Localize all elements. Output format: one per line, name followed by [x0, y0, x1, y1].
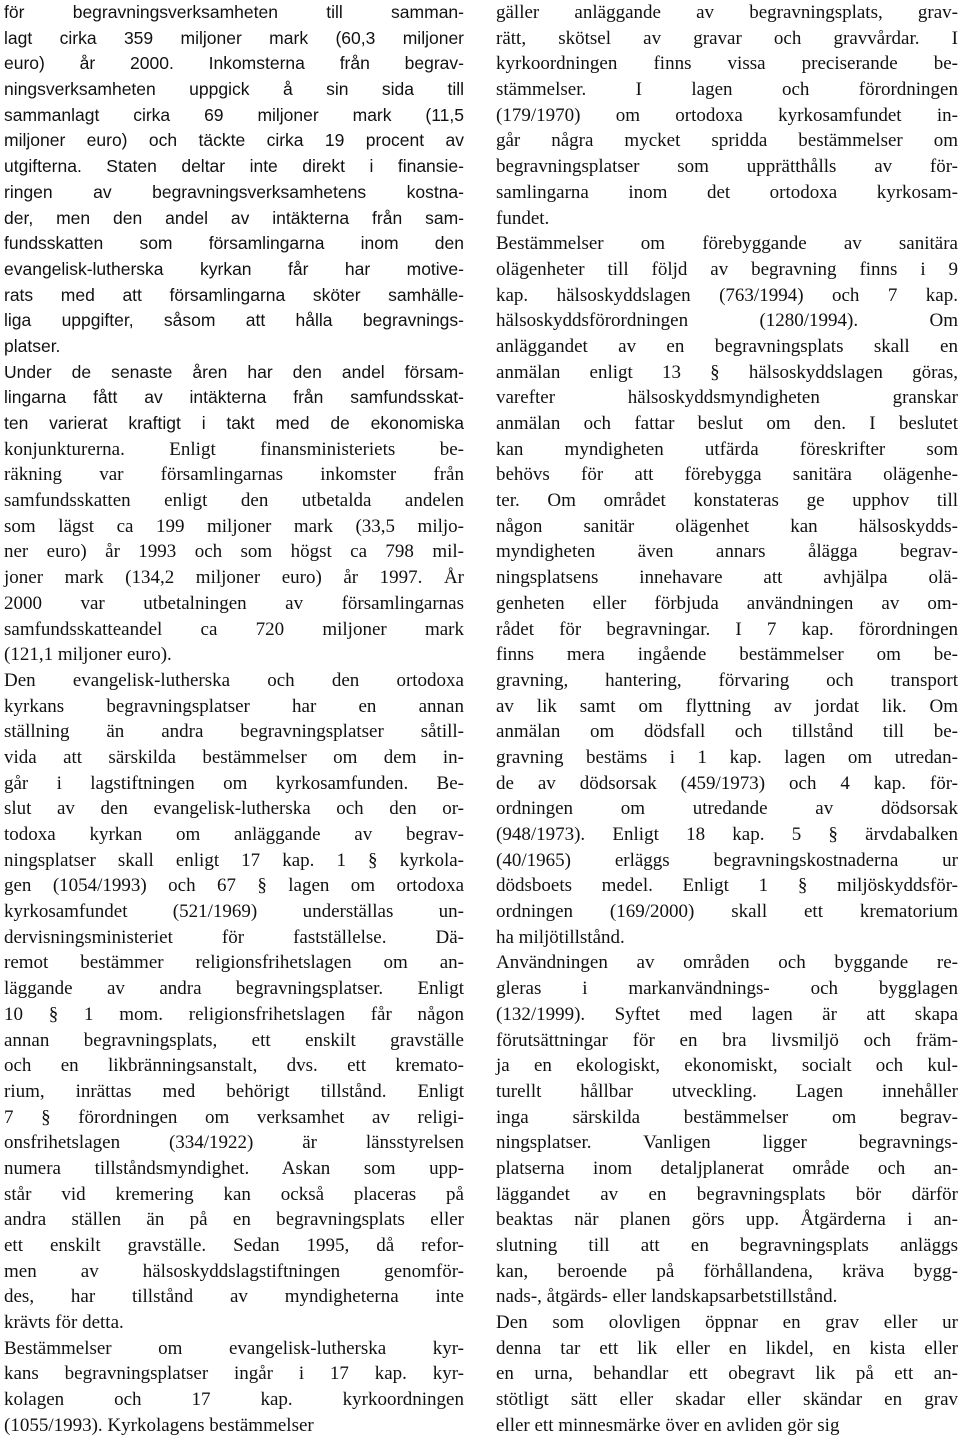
text-line: (121,1 miljoner euro). — [4, 644, 172, 666]
text-line: går i lagstiftningen om kyrkosamfunden. Be- — [4, 772, 464, 794]
text-line: ordningen (169/2000) skall ett krematorium — [496, 901, 958, 923]
text-line: läggandet av en begravningsplats bör därför — [496, 1183, 958, 1205]
text-line: anmälan och fattar beslut om den. I beslutet — [496, 413, 958, 434]
text-line: gravning, hantering, förvaring och transport — [496, 669, 958, 691]
text-line: nads-, åtgärds- eller landskapsarbetstillstånd. — [496, 1286, 838, 1308]
text-line: ter. Om området konstateras ge upphov till — [496, 490, 958, 512]
text-line: men av hälsoskyddslagstiftningen genomför- — [4, 1260, 464, 1282]
text-line: eller ett minnesmärke över en avliden gör sig — [496, 1414, 840, 1436]
text-line: ordningen om utredande av dödsorsak — [496, 798, 958, 820]
text-line: beaktas när planen görs upp. Åtgärderna i an- — [496, 1209, 958, 1231]
text-line: euro) år 2000. Inkomsterna från begrav- — [4, 53, 464, 74]
text-line: ningsverksamheten uppgick å sin sida till — [4, 79, 464, 100]
text-line: räkning var församlingarnas inkomster från — [4, 464, 464, 486]
text-line: kap. hälsoskyddslagen (763/1994) och 7 kap. — [496, 284, 958, 306]
text-line: samfundsskatteandel ca 720 miljoner mark — [4, 618, 464, 640]
text-line: (179/1970) om ortodoxa kyrkosamfundet in- — [496, 104, 958, 126]
text-line: turellt hållbar utveckling. Lagen innehåller — [496, 1080, 958, 1102]
paragraph-p5 — [496, 0, 958, 231]
text-line: Användningen av områden och byggande re- — [496, 952, 958, 974]
text-line: en urna, behandlar ett obegravt lik på ett an- — [496, 1363, 958, 1385]
text-line: Den som olovligen öppnar en grav eller ur — [496, 1312, 958, 1334]
text-line: rats med att församlingarna sköter samhälle- — [4, 284, 464, 305]
text-line: kyrkans begravningsplatser har en annan — [4, 695, 464, 717]
text-line: dervisningsministeriet för fastställelse. Dä- — [4, 926, 464, 948]
text-line: ningsplatser skall enligt 17 kap. 1 § kyrkola- — [4, 849, 464, 871]
text-line: behövs för att förebygga sanitära olägenhe- — [496, 464, 958, 486]
text-line: (1055/1993). Kyrkolagens bestämmelser — [4, 1414, 314, 1436]
text-line: 7 § förordningen om verksamhet av religi- — [4, 1106, 464, 1128]
text-line: onsfrihetslagen (334/1922) är länsstyrelsen — [4, 1132, 464, 1154]
text-line: anläggandet av en begravningsplats skall en — [496, 335, 958, 357]
text-line: och en likbränningsanstalt, dvs. ett kremato- — [4, 1055, 464, 1077]
paragraph-p8 — [496, 1310, 958, 1438]
text-line: hälsoskyddsförordningen (1280/1994). Om — [496, 310, 958, 332]
text-line: rium, inrättas med behörigt tillstånd. Enligt — [4, 1080, 464, 1102]
text-line: ningsplatser. Vanligen ligger begravnings- — [496, 1132, 958, 1154]
text-line: platserna inom detaljplanerat område och an- — [496, 1157, 958, 1179]
text-line: någon sanitär olägenhet kan hälsoskydds- — [496, 515, 958, 537]
paragraph-p3 — [4, 668, 464, 1336]
text-line: myndigheten även annars ålägga begrav- — [496, 541, 958, 563]
text-line: gravning bestäms i 1 kap. lagen om utredan- — [496, 746, 958, 768]
text-line: sammanlagt cirka 69 miljoner mark (11,5 — [4, 104, 464, 125]
text-line: vida att särskilda bestämmelser om dem in- — [4, 746, 464, 768]
text-line: stötligt sätt eller skadar eller skändar en grav — [496, 1389, 958, 1411]
text-line: ringen av begravningsverksamhetens kostna- — [4, 181, 464, 202]
text-line: inga särskilda bestämmelser om begrav- — [496, 1106, 958, 1128]
text-line: kan myndigheten utfärda föreskrifter som — [496, 438, 958, 460]
text-line: gen (1054/1993) och 67 § lagen om ortodoxa — [4, 875, 464, 897]
text-line: dödsboets medel. Enligt 1 § miljöskyddsför- — [496, 875, 958, 897]
text-line: ner euro) år 1993 och som högst ca 798 mil- — [4, 541, 464, 563]
text-line: kyrkoordningen finns vissa preciserande be- — [496, 53, 958, 75]
text-line: platser. — [4, 335, 61, 356]
text-line: evangelisk-lutherska kyrkan får har motive- — [4, 258, 464, 279]
text-line: liga uppgifter, såsom att hålla begravnings- — [4, 310, 464, 331]
text-line: kan, beroende på förhållandena, kräva bygg- — [496, 1260, 958, 1282]
paragraph-p6 — [496, 231, 958, 950]
text-line: Under de senaste åren har den andel försam- — [4, 361, 464, 382]
text-line: slutning till att en begravningsplats anläggs — [496, 1235, 958, 1256]
text-line: todoxa kyrkan om anläggande av begrav- — [4, 824, 464, 845]
text-line: konjunkturerna. Enligt finansministeriets be- — [4, 438, 464, 460]
text-line: kolagen och 17 kap. kyrkoordningen — [4, 1389, 464, 1411]
text-line: kyrkosamfundet (521/1969) underställas un- — [4, 901, 464, 923]
paragraph-p7 — [496, 950, 958, 1310]
text-line: (948/1973). Enligt 18 kap. 5 § ärvdabalken — [496, 824, 958, 845]
right-text-column — [496, 0, 958, 1436]
text-line: ten varierat kraftigt i takt med de ekonomiska — [4, 413, 464, 433]
text-line: Bestämmelser om förebyggande av sanitära — [496, 233, 958, 255]
text-line: (40/1965) erläggs begravningskostnaderna ur — [496, 849, 958, 871]
paragraph-p2 — [4, 360, 464, 668]
text-line: andra ställen än på en begravningsplats eller — [4, 1209, 464, 1231]
text-line: varefter hälsoskyddsmyndigheten granskar — [496, 387, 958, 409]
text-line: anmälan om dödsfall och tillstånd till be- — [496, 721, 958, 743]
text-line: miljoner euro) och täckte cirka 19 procent av — [4, 130, 464, 151]
text-line: rådet för begravningar. I 7 kap. förordningen — [496, 618, 958, 640]
text-line: anmälan enligt 13 § hälsoskyddslagen göras, — [496, 361, 958, 383]
text-line: fundet. — [496, 207, 550, 229]
left-text-column — [4, 0, 464, 1436]
text-line: 10 § 1 mom. religionsfrihetslagen får någon — [4, 1003, 464, 1025]
text-line: lagt cirka 359 miljoner mark (60,3 miljoner — [4, 27, 464, 48]
text-line: de av dödsorsak (459/1973) och 4 kap. för- — [496, 772, 958, 794]
text-line: läggande av andra begravningsplatser. Enligt — [4, 978, 464, 1000]
text-line: remot bestämmer religionsfrihetslagen om an- — [4, 952, 464, 974]
text-line: slut av den evangelisk-lutherska och den or- — [4, 798, 464, 820]
text-line: samlingarna inom det ortodoxa kyrkosam- — [496, 181, 958, 203]
paragraph-p4 — [4, 1336, 464, 1439]
text-line: ett enskilt gravställe. Sedan 1995, då refor- — [4, 1235, 464, 1256]
text-line: gleras i markanvändnings- och bygglagen — [496, 978, 958, 1000]
text-line: går några mycket spridda bestämmelser om — [496, 130, 958, 152]
text-line: ställning än andra begravningsplatser såtill- — [4, 721, 464, 743]
text-line: ja en ekologiskt, ekonomiskt, socialt och kul- — [496, 1055, 958, 1077]
text-line: genheten eller förbjuda användningen av om- — [496, 592, 958, 614]
text-line: ha miljötillstånd. — [496, 926, 625, 948]
text-line: utgifterna. Staten deltar inte direkt i finansie- — [4, 156, 464, 177]
text-line: begravningsplatser som upprätthålls av för- — [496, 156, 958, 178]
text-line: Den evangelisk-lutherska och den ortodoxa — [4, 669, 464, 691]
text-line: förutsättningar för en bra livsmiljö och främ- — [496, 1029, 958, 1051]
text-line: numera tillståndsmyndighet. Askan som upp- — [4, 1157, 464, 1179]
text-line: fundsskatten som församlingarna inom den — [4, 233, 464, 254]
text-line: som lägst ca 199 miljoner mark (33,5 miljo- — [4, 515, 464, 537]
text-line: gäller anläggande av begravningsplats, grav- — [496, 2, 958, 23]
text-line: annan begravningsplats, ett enskilt gravställe — [4, 1029, 464, 1051]
text-line: des, har tillstånd av myndigheterna inte — [4, 1286, 464, 1308]
text-line: av lik samt om flyttning av jordat lik. Om — [496, 695, 958, 717]
text-line: 2000 var utbetalningen av församlingarnas — [4, 592, 464, 614]
text-line: samfundsskatten enligt den utbetalda andelen — [4, 490, 464, 512]
text-line: olägenheter till följd av begravning finns i 9 — [496, 258, 958, 280]
text-line: Bestämmelser om evangelisk-lutherska kyr- — [4, 1337, 464, 1359]
text-line: rätt, skötsel av gravar och gravvårdar. I — [496, 27, 958, 49]
text-line: står vid kremering kan också placeras på — [4, 1183, 464, 1205]
text-line: lingarna fått av intäkterna från samfundsskat- — [4, 387, 464, 408]
text-line: stämmelser. I lagen och förordningen — [496, 79, 958, 101]
text-line: kans begravningsplatser ingår i 17 kap. kyr- — [4, 1363, 464, 1385]
text-line: krävts för detta. — [4, 1312, 124, 1334]
text-line: ningsplatsens innehavare att avhjälpa olä- — [496, 567, 958, 589]
paragraph-p1 — [4, 0, 464, 360]
text-line: der, men den andel av intäkterna från sam- — [4, 207, 464, 228]
text-line: (132/1999). Syftet med lagen är att skapa — [496, 1003, 958, 1025]
text-line: finns mera ingående bestämmelser om be- — [496, 644, 958, 666]
text-line: denna tar ett lik eller en likdel, en kista eller — [496, 1337, 958, 1359]
text-line: för begravningsverksamheten till samman- — [4, 2, 464, 22]
text-line: joner mark (134,2 miljoner euro) år 1997. År — [4, 567, 464, 589]
